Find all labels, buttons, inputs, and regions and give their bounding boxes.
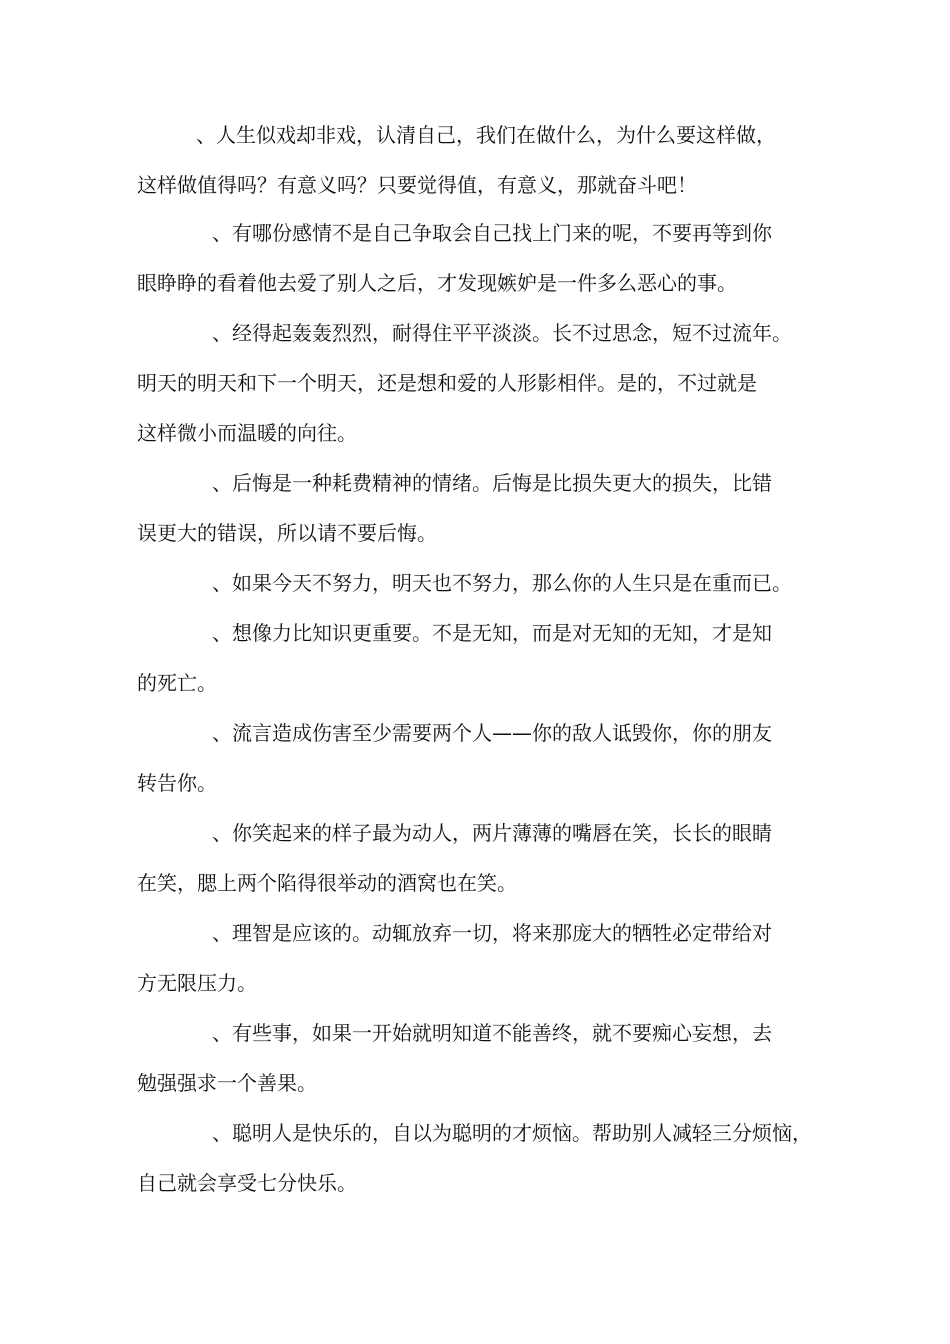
paragraph-11-line-2: 自己就会享受七分快乐。 <box>137 1171 357 1195</box>
paragraph-3-line-1: 、经得起轰轰烈烈，耐得住平平淡淡。长不过思念，短不过流年。 <box>212 321 792 345</box>
paragraph-11-line-1: 、聪明人是快乐的，自以为聪明的才烦恼。帮助别人减轻三分烦恼， <box>212 1121 812 1145</box>
paragraph-1-line-1: 、人生似戏却非戏，认清自己，我们在做什么，为什么要这样做， <box>196 123 776 147</box>
paragraph-6-line-1: 、想像力比知识更重要。不是无知，而是对无知的无知，才是知 <box>212 621 772 645</box>
paragraph-9-line-2: 方无限压力。 <box>137 971 257 995</box>
paragraph-8-line-1: 、你笑起来的样子最为动人，两片薄薄的嘴唇在笑，长长的眼睛 <box>212 821 772 845</box>
paragraph-1-line-2: 这样做值得吗？有意义吗？只要觉得值，有意义，那就奋斗吧！ <box>137 173 697 197</box>
paragraph-7-line-2: 转告你。 <box>137 771 217 795</box>
paragraph-10-line-1: 、有些事，如果一开始就明知道不能善终，就不要痴心妄想，去 <box>212 1021 772 1045</box>
paragraph-5-line-1: 、如果今天不努力，明天也不努力，那么你的人生只是在重而已。 <box>212 571 792 595</box>
paragraph-3-line-2: 明天的明天和下一个明天，还是想和爱的人形影相伴。是的，不过就是 <box>137 371 757 395</box>
paragraph-7-line-1: 、流言造成伤害至少需要两个人——你的敌人诋毁你，你的朋友 <box>212 721 772 745</box>
paragraph-2-line-2: 眼睁睁的看着他去爱了别人之后，才发现嫉妒是一件多么恶心的事。 <box>137 271 737 295</box>
paragraph-3-line-3: 这样微小而温暖的向往。 <box>137 421 357 445</box>
paragraph-2-line-1: 、有哪份感情不是自己争取会自己找上门来的呢，不要再等到你 <box>212 221 772 245</box>
paragraph-8-line-2: 在笑，腮上两个陷得很举动的酒窝也在笑。 <box>137 871 517 895</box>
paragraph-9-line-1: 、理智是应该的。动辄放弃一切，将来那庞大的牺牲必定带给对 <box>212 921 772 945</box>
paragraph-6-line-2: 的死亡。 <box>137 671 217 695</box>
paragraph-10-line-2: 勉强强求一个善果。 <box>137 1071 317 1095</box>
paragraph-4-line-2: 误更大的错误，所以请不要后悔。 <box>137 521 437 545</box>
paragraph-4-line-1: 、后悔是一种耗费精神的情绪。后悔是比损失更大的损失，比错 <box>212 471 772 495</box>
